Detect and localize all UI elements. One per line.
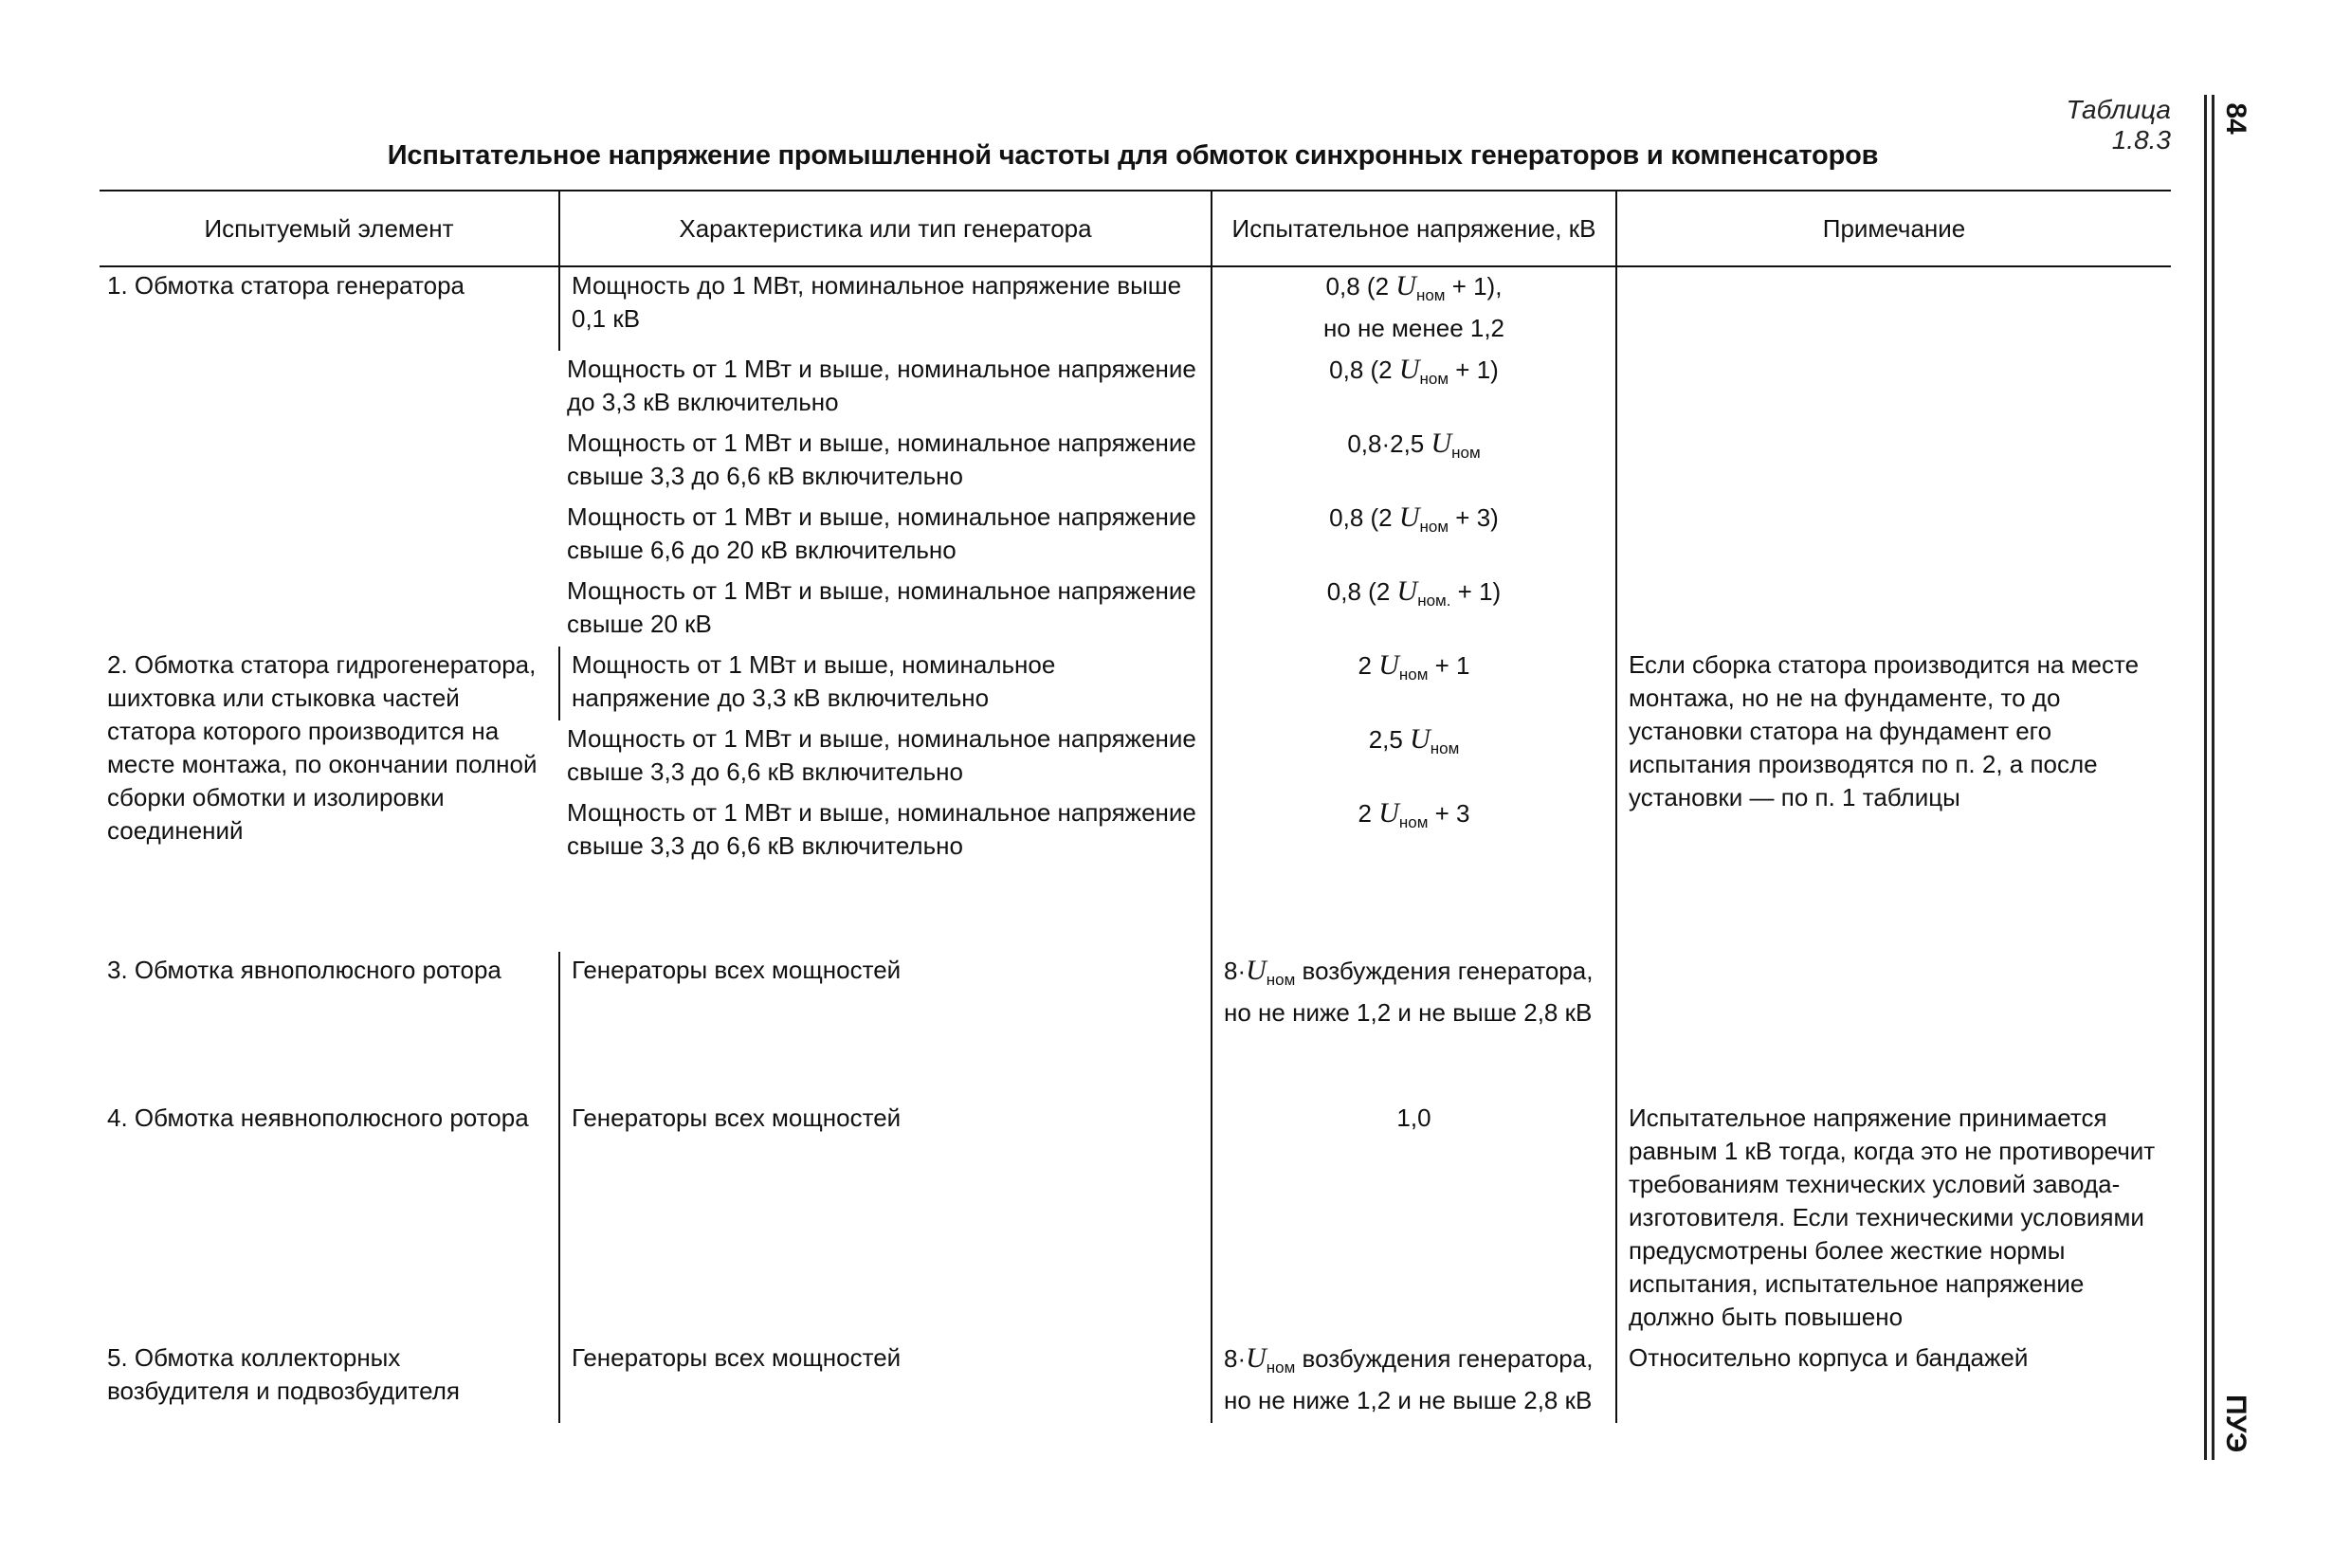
voltage-cell: 0,8 (2 $U_{ном} + 1$), но не менее 1,2 — [1212, 266, 1616, 351]
type-cell: Генераторы всех мощностей — [559, 1340, 1212, 1423]
table-number-label: Таблица 1.8.3 — [2066, 95, 2171, 155]
table-title: Испытательное напряжение промышленной частоты для обмоток синхронных генераторов и компенсаторов — [387, 140, 1879, 171]
voltage-cell: 2 $U_{ном} + 1$ — [1212, 647, 1616, 720]
margin-rule — [2212, 95, 2214, 1460]
voltage-cell: 0,8 (2 $U_{ном.} + 1$) — [1212, 573, 1616, 647]
table-row — [100, 1340, 2171, 1423]
element-cell: 5. Обмотка коллекторных возбудителя и подвозбудителя — [107, 1343, 460, 1405]
table-row — [100, 952, 2171, 1035]
type-cell: Мощность от 1 МВт и выше, номинальное напряжение свыше 20 кВ — [567, 576, 1196, 638]
type-cell: Мощность от 1 МВт и выше, номинальное напряжение свыше 3,3 до 6,6 кВ включительно — [567, 428, 1196, 490]
voltage-cell: $8\cdot U_{ном}$ возбуждения генератора, но не ниже 1,2 и не выше 2,8 кВ — [1212, 952, 1616, 1035]
type-cell: Мощность от 1 МВт и выше, номинальное напряжение до 3,3 кВ включительно — [567, 355, 1196, 416]
voltage-cell: 0,8·2,5 $U_{ном}$ — [1212, 425, 1616, 499]
type-cell: Мощность до 1 МВт, номинальное напряжение выше 0,1 кВ — [559, 266, 1212, 351]
header-type: Характеристика или тип генератора — [559, 191, 1212, 266]
element-cell: 4. Обмотка неявнополюсного ротора — [107, 1103, 529, 1132]
table-row — [100, 647, 2171, 720]
voltage-cell: 2 $U_{ном} + 3$ — [1212, 794, 1616, 868]
type-cell: Мощность от 1 МВт и выше, номинальное напряжение свыше 6,6 до 20 кВ включительно — [567, 502, 1196, 564]
element-cell: 2. Обмотка статора гидрогенератора, шихтовка или стыковка частей статора которого производится на месте монтажа, по окончании полной сборки обмотки и изолировки соединений — [107, 650, 538, 845]
note-cell: Испытательное напряжение принимается равным 1 кВ тогда, когда это не противоречит требованиям технических условий завода-изготовителя. Если техническими условиями предусмотрены более жесткие нормы испытания, испытательное напряжение должно быть повышено — [1616, 1100, 2171, 1340]
note-cell: Если сборка статора производится на месте монтажа, но не на фундаменте, то до установки статора на фундамент его испытания производятся по п. 2, а после установки — по п. 1 таблицы — [1616, 647, 2171, 952]
note-cell — [1616, 952, 2171, 1035]
voltage-cell: 0,8 (2 $U_{ном} + 1$) — [1212, 351, 1616, 425]
page-number: 84 — [2220, 102, 2251, 135]
note-cell: Относительно корпуса и бандажей — [1616, 1340, 2171, 1423]
header-note: Примечание — [1616, 191, 2171, 266]
voltage-cell: 1,0 — [1212, 1100, 1616, 1340]
type-cell: Мощность от 1 МВт и выше, номинальное напряжение свыше 3,3 до 6,6 кВ включительно — [567, 798, 1196, 860]
type-cell: Мощность от 1 МВт и выше, номинальное напряжение свыше 3,3 до 6,6 кВ включительно — [567, 724, 1196, 786]
table-header-row — [100, 191, 2171, 266]
type-cell: Мощность от 1 МВт и выше, номинальное напряжение до 3,3 кВ включительно — [559, 647, 1212, 720]
type-cell: Генераторы всех мощностей — [559, 1100, 1212, 1340]
header-voltage: Испытательное напряжение, кВ — [1212, 191, 1616, 266]
element-cell: 3. Обмотка явнополюсного ротора — [107, 956, 501, 984]
table-spacer — [100, 1035, 2171, 1100]
margin-rule — [2204, 95, 2207, 1460]
note-cell — [1616, 266, 2171, 647]
element-cell: 1. Обмотка статора генератора — [107, 271, 465, 300]
table-row — [100, 266, 2171, 351]
test-voltage-table — [100, 190, 2171, 1423]
running-header: ПУЭ — [2220, 1395, 2251, 1453]
table-row — [100, 1100, 2171, 1340]
type-cell: Генераторы всех мощностей — [559, 952, 1212, 1035]
voltage-cell: 2,5 $U_{ном}$ — [1212, 720, 1616, 794]
voltage-cell: $8\cdot U_{ном}$ возбуждения генератора, но не ниже 1,2 и не выше 2,8 кВ — [1212, 1340, 1616, 1423]
voltage-cell: 0,8 (2 $U_{ном} + 3$) — [1212, 499, 1616, 573]
header-element: Испытуемый элемент — [100, 191, 559, 266]
